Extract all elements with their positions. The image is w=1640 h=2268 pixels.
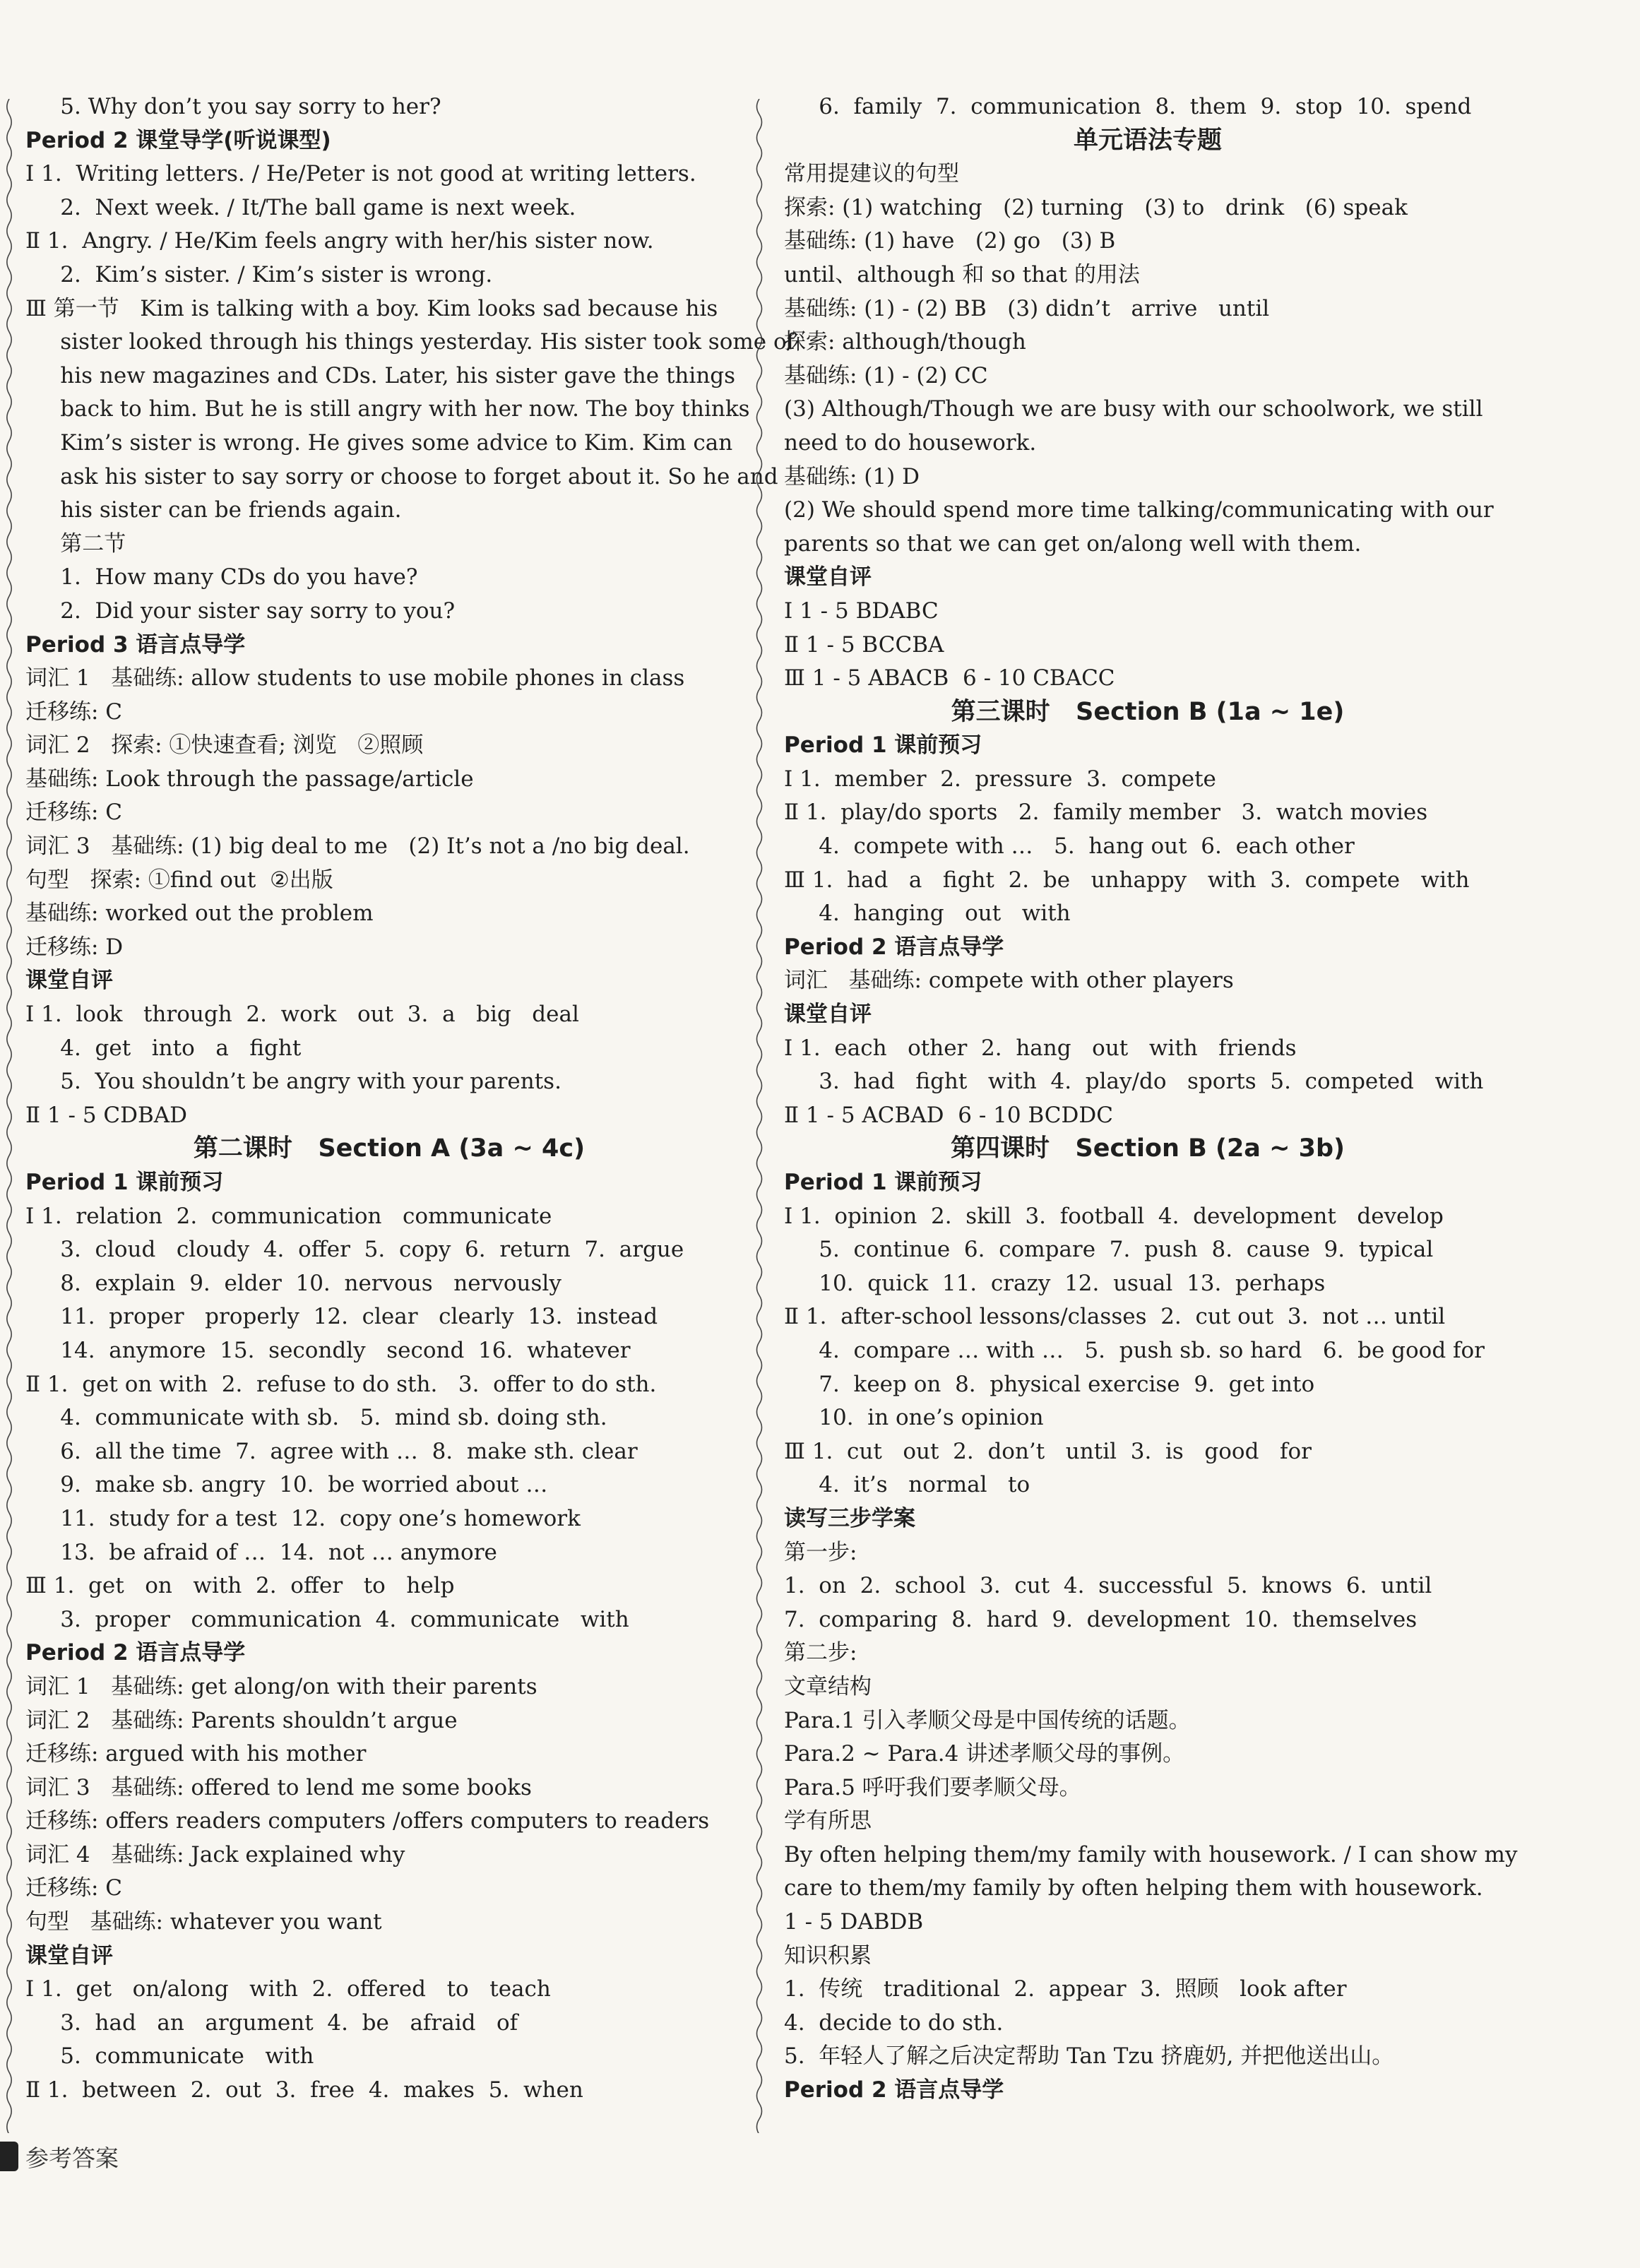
answer-line: need to do housework.: [784, 429, 1037, 456]
left-wavy-border: [3, 99, 16, 2133]
answer-line: 11. proper properly 12. clear clearly 13. instead: [25, 1304, 658, 1330]
answer-line: 5. Why don’t you say sorry to her?: [25, 94, 441, 119]
answer-line: 词汇 3 基础练: (1) big deal to me (2) It’s not a /no big deal.: [25, 833, 690, 860]
answer-line: 9. make sb. angry 10. be worried about …: [25, 1472, 548, 1498]
answer-line: Ⅰ 1. Writing letters. / He/Peter is not good at writing letters.: [25, 161, 696, 187]
answer-line: Ⅲ 1 - 5 ABACB 6 - 10 CBACC: [784, 665, 1115, 691]
answer-line: Ⅱ 1. between 2. out 3. free 4. makes 5. when: [25, 2077, 583, 2103]
answer-line: 4. communicate with sb. 5. mind sb. doing sth.: [25, 1405, 607, 1431]
answer-line: 6. all the time 7. agree with … 8. make sth. clear: [25, 1438, 638, 1464]
section-heading: Period 2 语言点导学: [784, 934, 1004, 960]
answer-line: Ⅲ 第一节 Kim is talking with a boy. Kim looks sad because his: [25, 295, 718, 321]
answer-line: Ⅰ 1. each other 2. hang out with friends: [784, 1035, 1297, 1061]
answer-line: By often helping them/my family with housework. / I can show my: [784, 1841, 1518, 1868]
answer-line: Ⅲ 1. get on with 2. offer to help: [25, 1573, 455, 1599]
section-heading: Period 2 课堂导学(听说课型): [25, 127, 331, 153]
answer-line: Para.5 呼吁我们要孝顺父母。: [784, 1774, 1081, 1800]
section-heading: 第二课时 Section A (3a ~ 4c): [193, 1134, 586, 1163]
section-heading: 单元语法专题: [1073, 126, 1222, 155]
answer-line: 第二步:: [784, 1640, 857, 1666]
answer-line: 第二节: [25, 530, 126, 557]
answer-line: 迁移练: D: [25, 934, 124, 960]
answer-line: until、although 和 so that 的用法: [784, 261, 1140, 287]
answer-line: 8. explain 9. elder 10. nervous nervously: [25, 1270, 561, 1296]
answer-line: 探索: although/though: [784, 329, 1026, 355]
answer-line: 6. family 7. communication 8. them 9. stop 10. spend: [784, 94, 1472, 119]
footer-label: 参考答案: [25, 2144, 119, 2172]
answer-line: 1. How many CDs do you have?: [25, 564, 418, 590]
answer-line: 7. keep on 8. physical exercise 9. get into: [784, 1371, 1315, 1397]
answer-line: Ⅱ 1 - 5 ACBAD 6 - 10 BCDDC: [784, 1102, 1113, 1128]
answer-line: 基础练: worked out the problem: [25, 901, 374, 927]
answer-line: 4. compete with … 5. hang out 6. each other: [784, 833, 1355, 860]
answer-line: Ⅱ 1. after-school lessons/classes 2. cut out 3. not … until: [784, 1304, 1446, 1330]
answer-line: his new magazines and CDs. Later, his sister gave the things: [25, 362, 736, 388]
answer-line: Ⅰ 1. look through 2. work out 3. a big deal: [25, 1002, 579, 1028]
answer-line: 句型 基础练: whatever you want: [25, 1909, 382, 1935]
right-column-answers: [784, 90, 1518, 2108]
answer-line: Ⅱ 1. get on with 2. refuse to do sth. 3. offer to do sth.: [25, 1371, 657, 1397]
footer-page-tab: [0, 2142, 18, 2171]
answer-line: (2) We should spend more time talking/communicating with our: [784, 497, 1494, 523]
answer-line: 迁移练: argued with his mother: [25, 1741, 367, 1767]
answer-line: sister looked through his things yesterday. His sister took some of: [25, 329, 795, 355]
section-heading: 读写三步学案: [784, 1505, 915, 1531]
answer-line: Ⅲ 1. had a fight 2. be unhappy with 3. compete with: [784, 867, 1470, 893]
section-heading: 课堂自评: [25, 1942, 113, 1969]
section-heading: Period 1 课前预习: [784, 732, 982, 759]
answer-line: Ⅰ 1. get on/along with 2. offered to teach: [25, 1976, 551, 2002]
answer-line: 基础练: (1) D: [784, 463, 920, 489]
section-heading: 课堂自评: [784, 1002, 872, 1028]
answer-line: Ⅰ 1. member 2. pressure 3. compete: [784, 766, 1216, 792]
answer-line: Ⅱ 1 - 5 CDBAD: [25, 1102, 188, 1128]
answer-line: 句型 探索: ①find out ②出版: [25, 867, 333, 893]
section-heading: 课堂自评: [25, 968, 113, 994]
section-heading: 第四课时 Section B (2a ~ 3b): [950, 1134, 1345, 1163]
answer-line: 4. it’s normal to: [784, 1472, 1030, 1498]
left-column-answers: [25, 90, 795, 2108]
answer-line: Ⅲ 1. cut out 2. don’t until 3. is good for: [784, 1438, 1312, 1464]
answer-line: 7. comparing 8. hard 9. development 10. themselves: [784, 1606, 1418, 1632]
answer-line: 词汇 3 基础练: offered to lend me some books: [25, 1774, 532, 1800]
answer-line: 知识积累: [784, 1942, 872, 1969]
answer-line: 5. continue 6. compare 7. push 8. cause 9. typical: [784, 1237, 1434, 1263]
answer-line: 4. compare … with … 5. push sb. so hard 6. be good for: [784, 1337, 1485, 1363]
answer-line: 1 - 5 DABDB: [784, 1909, 924, 1935]
answer-line: 基础练: (1) - (2) BB (3) didn’t arrive until: [784, 295, 1270, 321]
answer-line: 13. be afraid of … 14. not … anymore: [25, 1539, 497, 1565]
answer-line: Ⅰ 1 - 5 BDABC: [784, 598, 939, 624]
answer-line: ask his sister to say sorry or choose to forget about it. So he and: [25, 463, 778, 489]
answer-line: 2. Did your sister say sorry to you?: [25, 598, 456, 624]
answer-line: 11. study for a test 12. copy one’s homework: [25, 1505, 581, 1531]
answer-line: Ⅱ 1 - 5 BCCBA: [784, 631, 944, 658]
answer-line: 1. on 2. school 3. cut 4. successful 5. knows 6. until: [784, 1573, 1432, 1599]
answer-line: 迁移练: C: [25, 800, 123, 826]
answer-line: 基础练: Look through the passage/article: [25, 766, 474, 792]
section-heading: Period 1 课前预习: [25, 1170, 224, 1195]
section-heading: 课堂自评: [784, 564, 872, 590]
answer-line: 10. in one’s opinion: [784, 1405, 1044, 1431]
answer-line: Ⅰ 1. opinion 2. skill 3. football 4. development develop: [784, 1203, 1444, 1229]
answer-line: 词汇 1 基础练: allow students to use mobile phones in class: [25, 665, 685, 691]
section-heading: Period 2 语言点导学: [25, 1640, 246, 1666]
answer-line: 1. 传统 traditional 2. appear 3. 照顾 look after: [784, 1976, 1347, 2002]
column-divider-wavy-line: [752, 99, 766, 2133]
answer-line: 词汇 2 基础练: Parents shouldn’t argue: [25, 1707, 458, 1733]
answer-line: Para.2 ~ Para.4 讲述孝顺父母的事例。: [784, 1741, 1185, 1767]
answer-line: care to them/my family by often helping them with housework.: [784, 1875, 1483, 1901]
answer-line: 5. communicate with: [25, 2043, 314, 2070]
answer-line: parents so that we can get on/along well with them.: [784, 530, 1362, 557]
answer-line: (3) Although/Though we are busy with our schoolwork, we still: [784, 396, 1483, 422]
answer-line: 迁移练: C: [25, 1875, 123, 1901]
answer-line: 学有所思: [784, 1808, 872, 1834]
answer-line: 2. Next week. / It/The ball game is next week.: [25, 194, 576, 220]
answer-line: 4. get into a fight: [25, 1035, 302, 1061]
answer-line: 4. hanging out with: [784, 901, 1071, 927]
answer-line: 5. You shouldn’t be angry with your parents.: [25, 1069, 561, 1095]
answer-line: 词汇 4 基础练: Jack explained why: [25, 1841, 405, 1868]
answer-line: Para.1 引入孝顺父母是中国传统的话题。: [784, 1707, 1191, 1733]
section-heading: Period 2 语言点导学: [784, 2077, 1004, 2103]
answer-line: 3. had fight with 4. play/do sports 5. competed with: [784, 1069, 1484, 1095]
answer-line: 14. anymore 15. secondly second 16. whatever: [25, 1337, 631, 1363]
answer-line: 词汇 1 基础练: get along/on with their parents: [25, 1673, 537, 1699]
answer-line: Ⅱ 1. play/do sports 2. family member 3. watch movies: [784, 800, 1428, 826]
wavy-line-path: [757, 99, 762, 2133]
answer-line: back to him. But he is still angry with her now. The boy thinks: [25, 396, 750, 422]
wavy-line-path: [7, 99, 11, 2133]
answer-line: 迁移练: offers readers computers /offers computers to readers: [25, 1808, 710, 1834]
section-heading: Period 1 课前预习: [784, 1170, 982, 1195]
answer-line: 第一步:: [784, 1539, 857, 1565]
answer-line: 10. quick 11. crazy 12. usual 13. perhaps: [784, 1270, 1326, 1296]
answer-line: 常用提建议的句型: [784, 161, 959, 187]
answer-line: 5. 年轻人了解之后决定帮助 Tan Tzu 挤鹿奶, 并把他送出山。: [784, 2043, 1394, 2070]
answer-line: 4. decide to do sth.: [784, 2009, 1004, 2036]
answer-line: 基础练: (1) have (2) go (3) B: [784, 228, 1116, 254]
answer-line: 迁移练: C: [25, 699, 123, 725]
answer-line: Ⅱ 1. Angry. / He/Kim feels angry with her/his sister now.: [25, 228, 654, 254]
answer-line: 探索: (1) watching (2) turning (3) to drink (6) speak: [784, 194, 1408, 220]
answer-line: 词汇 2 探索: ①快速查看; 浏览 ②照顾: [25, 732, 424, 759]
answer-line: 2. Kim’s sister. / Kim’s sister is wrong.: [25, 261, 493, 287]
section-heading: 第三课时 Section B (1a ~ 1e): [951, 697, 1345, 726]
answer-line: 文章结构: [784, 1673, 872, 1699]
answer-line: 3. had an argument 4. be afraid of: [25, 2009, 518, 2036]
answer-line: 3. proper communication 4. communicate with: [25, 1606, 629, 1632]
answer-line: 词汇 基础练: compete with other players: [784, 968, 1234, 994]
answer-line: Ⅰ 1. relation 2. communication communicate: [25, 1203, 552, 1229]
answer-line: 3. cloud cloudy 4. offer 5. copy 6. return 7. argue: [25, 1237, 684, 1263]
answer-line: 基础练: (1) - (2) CC: [784, 362, 988, 388]
answer-line: Kim’s sister is wrong. He gives some advice to Kim. Kim can: [25, 429, 733, 456]
answer-line: his sister can be friends again.: [25, 497, 402, 523]
section-heading: Period 3 语言点导学: [25, 631, 246, 658]
